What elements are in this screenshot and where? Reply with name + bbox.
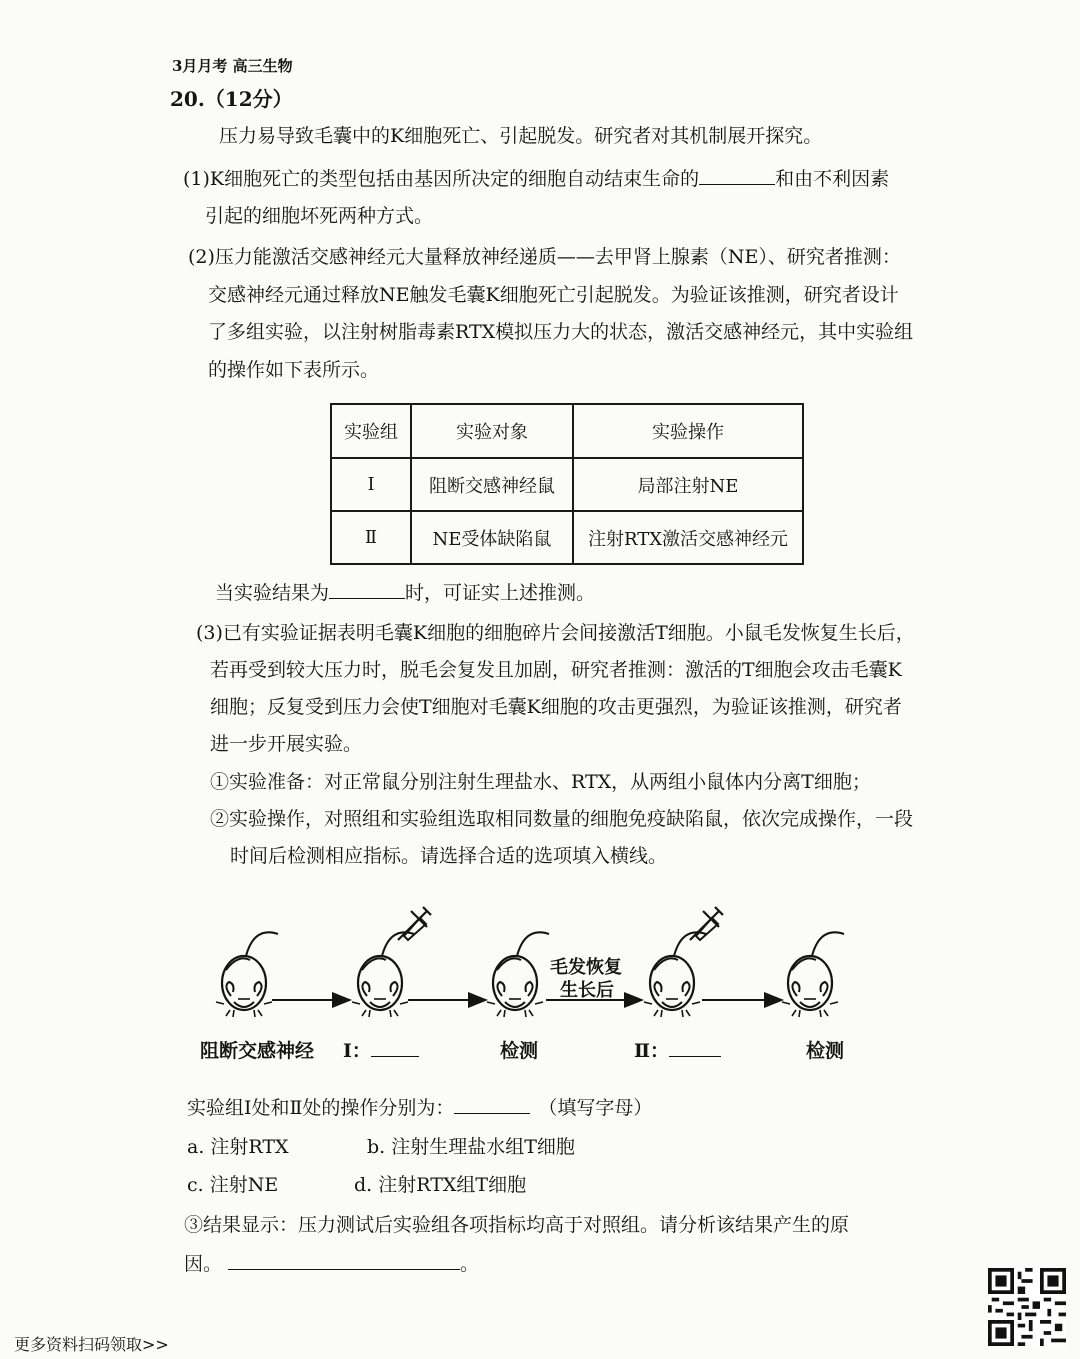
diagram-blank-i[interactable] (371, 1038, 419, 1057)
label-detect-1: 检测 (500, 1040, 539, 1062)
part3-line3: 细胞；反复受到压力会使T细胞对毛囊K细胞的攻击更强烈，为验证该推测，研究者 (210, 696, 902, 718)
diagram-blank-ii[interactable] (669, 1038, 721, 1057)
label-block-sympathetic: 阻断交感神经 (200, 1040, 315, 1062)
recover-label-2: 生长后 (560, 980, 614, 1001)
table-header-group: 实验组 (331, 404, 411, 458)
option-b: b. 注射生理盐水组T细胞 (367, 1136, 575, 1158)
table-cell: 局部注射NE (573, 458, 803, 511)
option-d: d. 注射RTX组T细胞 (354, 1174, 527, 1196)
table-cell: Ⅰ (331, 458, 411, 511)
label-step-ii (634, 1036, 721, 1063)
part3-line2: 若再受到较大压力时，脱毛会复发且加剧，研究者推测：激活的T细胞会攻击毛囊K (210, 659, 902, 681)
label-step-i (343, 1036, 419, 1063)
syringe-icon (690, 907, 723, 940)
answer-prompt-line (187, 1095, 652, 1121)
answer-hint: （填写字母） (538, 1097, 653, 1119)
part3-line1: (3)已有实验证据表明毛囊K细胞的细胞碎片会间接激活T细胞。小鼠毛发恢复生长后， (196, 622, 915, 644)
part2-result-line (215, 580, 595, 606)
question-intro: 压力易导致毛囊中的K细胞死亡、引起脱发。研究者对其机制展开探究。 (219, 125, 823, 147)
part2-line4: 的操作如下表所示。 (208, 359, 380, 381)
label-step-ii-text: Ⅱ： (634, 1040, 670, 1062)
table-row (331, 511, 803, 564)
table-cell: 注射RTX激活交感神经元 (573, 511, 803, 564)
syringe-icon (398, 907, 431, 940)
table-row (331, 458, 803, 511)
step3-end: 。 (460, 1253, 480, 1275)
step3-line1: ③结果显示：压力测试后实验组各项指标均高于对照组。请分析该结果产生的原 (184, 1214, 850, 1236)
experiment-table (330, 403, 804, 565)
answer-blank-2[interactable] (329, 580, 405, 599)
table-cell: NE受体缺陷鼠 (411, 511, 573, 564)
part3-line4: 进一步开展实验。 (210, 733, 363, 755)
recover-label-1: 毛发恢复 (550, 957, 622, 978)
table-header-operation: 实验操作 (573, 404, 803, 458)
answer-blank-1[interactable] (699, 166, 775, 185)
table-cell: 阻断交感神经鼠 (411, 458, 573, 511)
mouse-icon (216, 932, 278, 1017)
answer-blank-3[interactable] (454, 1095, 530, 1114)
qr-code-icon[interactable] (988, 1268, 1066, 1346)
answer-blank-4[interactable] (228, 1251, 460, 1270)
part1-line1 (183, 166, 889, 192)
part3-step2-line1: ②实验操作，对照组和实验组选取相同数量的细胞免疫缺陷鼠，依次完成操作，一段 (210, 808, 914, 830)
experiment-flow-diagram (180, 890, 880, 1030)
mouse-icon (487, 932, 549, 1017)
part2-result-a: 当实验结果为 (215, 582, 330, 604)
part2-line3: 了多组实验，以注射树脂毒素RTX模拟压力大的状态，激活交感神经元，其中实验组 (208, 321, 914, 343)
table-header-subject: 实验对象 (411, 404, 573, 458)
part2-line2: 交感神经元通过释放NE触发毛囊K细胞死亡引起脱发。为验证该推测，研究者设计 (208, 284, 899, 306)
option-a: a. 注射RTX (187, 1136, 289, 1158)
mouse-icon (782, 932, 844, 1017)
mouse-icon (644, 932, 706, 1017)
exam-header: 3月月考 高三生物 (172, 57, 293, 75)
label-step-i-text: Ⅰ： (343, 1040, 371, 1062)
mouse-icon (352, 932, 414, 1017)
option-c: c. 注射NE (187, 1174, 279, 1196)
table-cell: Ⅱ (331, 511, 411, 564)
part1-text-b: 和由不利因素 (775, 168, 890, 190)
label-detect-2: 检测 (806, 1040, 845, 1062)
part1-line2: 引起的细胞坏死两种方式。 (205, 205, 434, 227)
question-number: 20.（12分） (170, 87, 293, 111)
answer-prompt: 实验组Ⅰ处和Ⅱ处的操作分别为： (187, 1097, 455, 1119)
part2-line1: (2)压力能激活交感神经元大量释放神经递质——去甲肾上腺素（NE）、研究者推测： (188, 246, 901, 268)
part2-result-b: 时，可证实上述推测。 (405, 582, 596, 604)
step3-text: 因。 (184, 1253, 223, 1275)
part1-text-a: (1)K细胞死亡的类型包括由基因所决定的细胞自动结束生命的 (183, 168, 700, 190)
part3-step1: ①实验准备：对正常鼠分别注射生理盐水、RTX，从两组小鼠体内分离T细胞； (210, 771, 871, 793)
footer-more-link[interactable]: 更多资料扫码领取>> (14, 1335, 169, 1354)
step3-line2 (184, 1251, 479, 1277)
part3-step2-line2: 时间后检测相应指标。请选择合适的选项填入横线。 (230, 845, 668, 867)
